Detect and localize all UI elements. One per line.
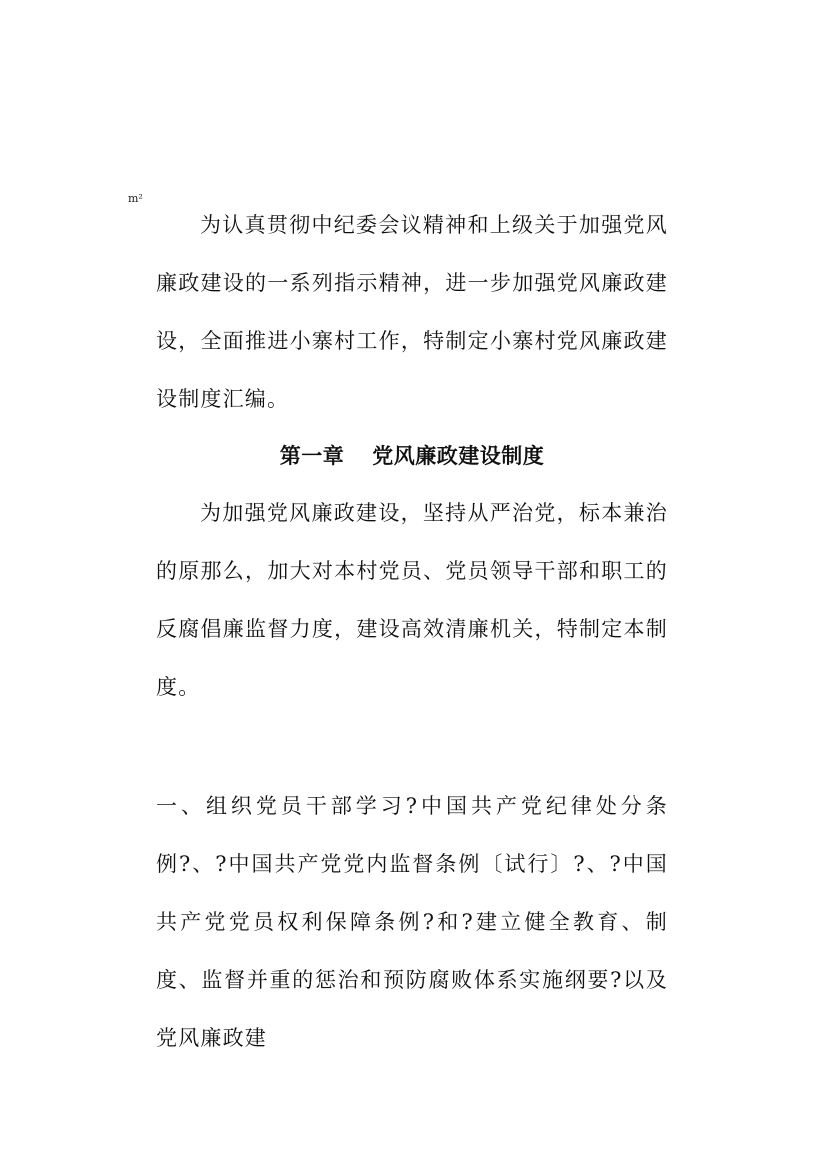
chapter-paragraph: 为加强党风廉政建设，坚持从严治党，标本兼治的原那么，加大对本村党员、党员领导干部和职工的反腐倡廉监督力度，建设高效清廉机关，特制定本制度。	[156, 501, 668, 699]
chapter-heading	[156, 438, 668, 474]
corner-mark: m²	[128, 192, 143, 205]
chapter-number: 第一章	[279, 444, 345, 468]
item-1-paragraph: 一、组织党员干部学习?中国共产党纪律处分条例?、?中国共产党党内监督条例〔试行〕?、?中国共产党党员权利保障条例?和?建立健全教育、制度、监督并重的惩治和预防腐败体系实施纲要?以及党风廉政建	[156, 794, 668, 1050]
intro-paragraph: 为认真贯彻中纪委会议精神和上级关于加强党风廉政建设的一系列指示精神，进一步加强党风廉政建设，全面推进小寨村工作，特制定小寨村党风廉政建设制度汇编。	[156, 213, 668, 411]
chapter-title: 党风廉政建设制度	[372, 444, 545, 468]
